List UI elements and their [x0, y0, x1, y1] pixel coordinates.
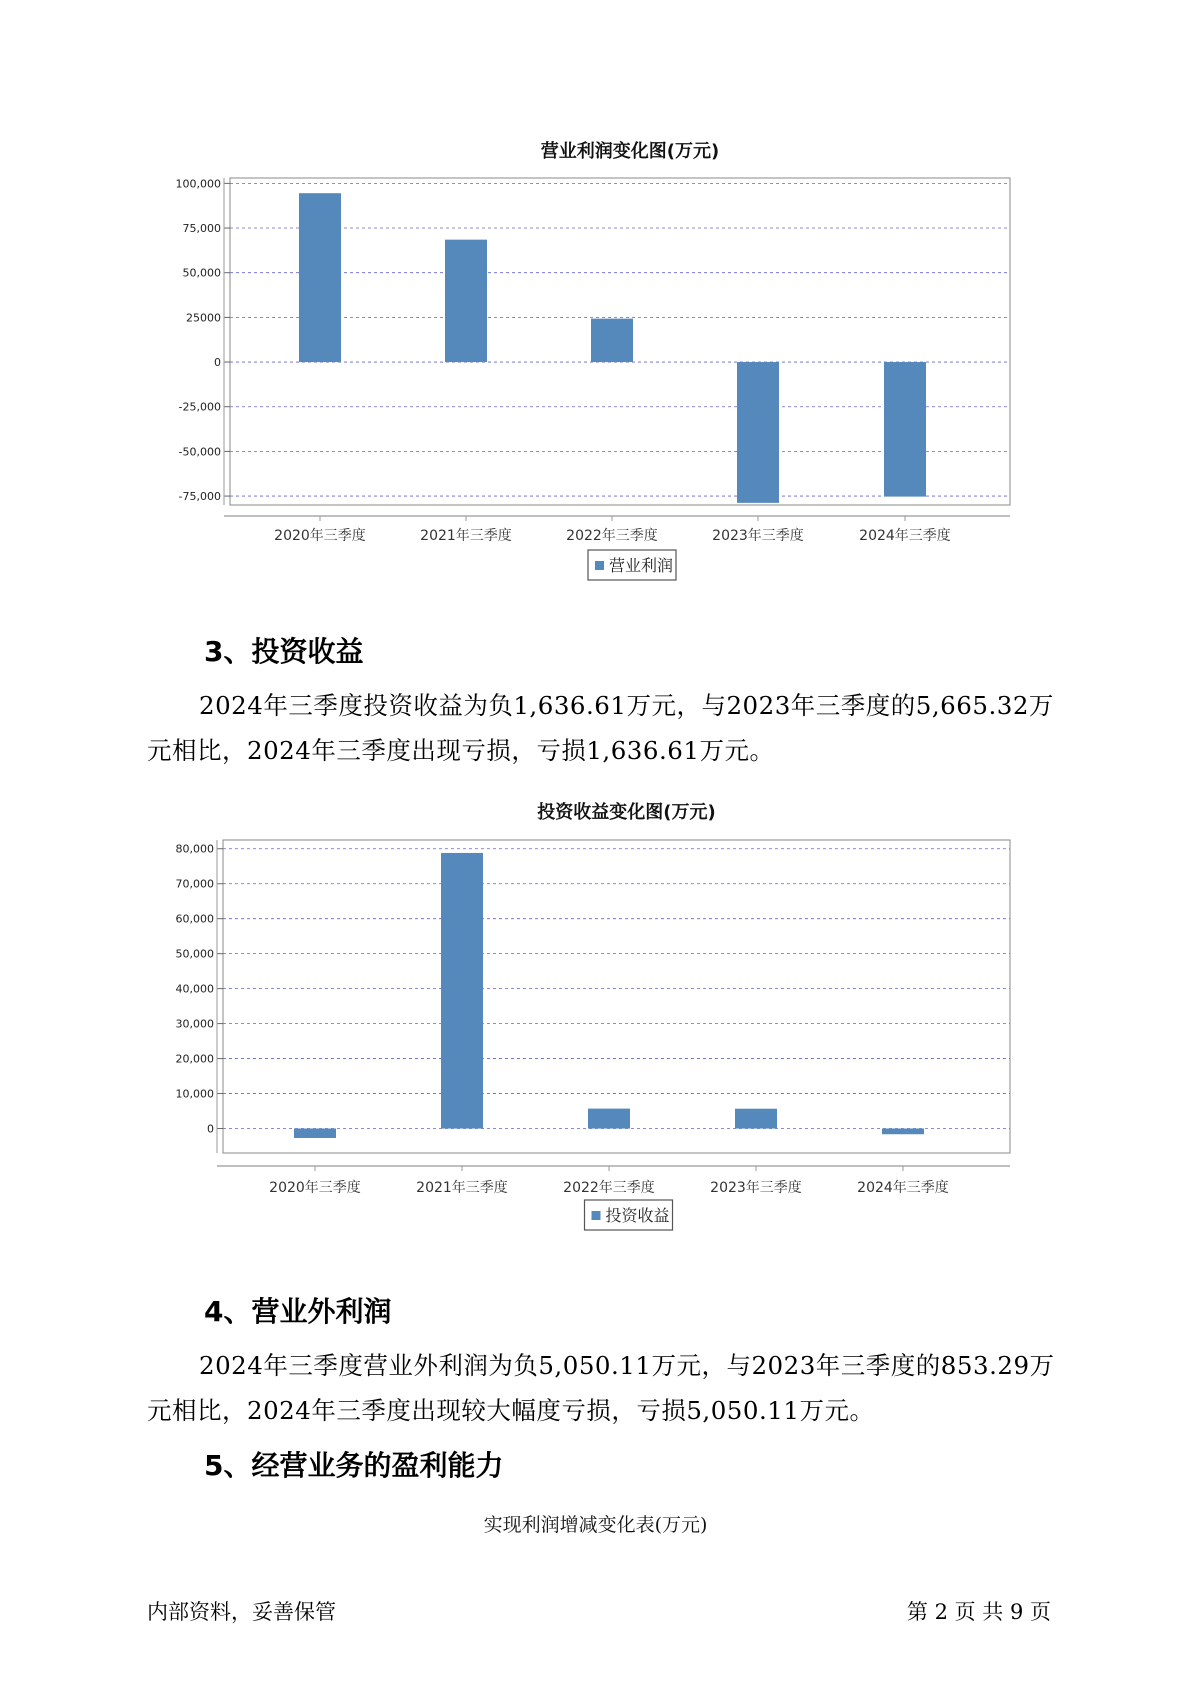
y-tick-label: 0 [207, 1122, 214, 1136]
x-category-label: 2024年三季度 [857, 1180, 949, 1196]
x-category-label: 2022年三季度 [563, 1180, 655, 1196]
x-category-label: 2020年三季度 [274, 528, 366, 544]
bar [299, 193, 341, 362]
x-category-label: 2023年三季度 [712, 528, 804, 544]
legend-swatch [592, 1211, 601, 1220]
bar [445, 240, 487, 362]
bar [884, 362, 926, 497]
y-tick-label: 75,000 [182, 222, 221, 236]
x-category-label: 2024年三季度 [859, 528, 951, 544]
y-tick-label: -25,000 [178, 400, 221, 414]
legend-swatch [595, 561, 604, 570]
legend [588, 550, 676, 580]
y-tick-label: 80,000 [175, 842, 214, 856]
x-category-label: 2021年三季度 [416, 1180, 508, 1196]
operating-profit-chart [150, 130, 1030, 590]
operating-profit-chart-svg [150, 130, 1030, 590]
investment-income-paragraph: 2024年三季度投资收益为负1,636.61万元，与2023年三季度的5,665.32万元相比，2024年三季度出现亏损，亏损1,636.61万元。 [147, 691, 1054, 765]
y-tick-label: 40,000 [175, 982, 214, 996]
y-tick-label: 0 [214, 356, 221, 370]
investment-income-chart [150, 800, 1030, 1260]
section-heading-business-profitability: 5、经营业务的盈利能力 [204, 1449, 504, 1482]
bar [882, 1129, 924, 1135]
y-tick-label: 30,000 [175, 1017, 214, 1031]
investment-income-chart-svg [150, 800, 1030, 1260]
y-tick-label: 10,000 [175, 1087, 214, 1101]
legend-label: 营业利润 [609, 556, 674, 575]
x-category-label: 2021年三季度 [420, 528, 512, 544]
bar [735, 1109, 777, 1129]
section-heading-investment-income: 3、投资收益 [204, 635, 364, 668]
chart-title: 营业利润变化图(万元) [540, 141, 720, 162]
bar [588, 1109, 630, 1129]
x-category-label: 2020年三季度 [269, 1180, 361, 1196]
x-category-label: 2023年三季度 [710, 1180, 802, 1196]
footer-confidential-note: 内部资料，妥善保管 [147, 1600, 336, 1624]
section-heading-non-operating-profit: 4、营业外利润 [204, 1295, 392, 1328]
x-category-label: 2022年三季度 [566, 528, 658, 544]
table-caption: 实现利润增减变化表(万元) [483, 1514, 708, 1536]
chart-title: 投资收益变化图(万元) [537, 802, 716, 823]
y-tick-label: 70,000 [175, 877, 214, 891]
footer-page-number: 第 2 页 共 9 页 [906, 1600, 1051, 1624]
y-tick-label: 20,000 [175, 1052, 214, 1066]
y-tick-label: 100,000 [175, 177, 221, 191]
bar [591, 319, 633, 362]
plot-area [223, 840, 1010, 1153]
y-tick-label: 50,000 [182, 266, 221, 280]
legend [585, 1200, 673, 1230]
bar [294, 1129, 336, 1138]
y-tick-label: 60,000 [175, 912, 214, 926]
legend-label: 投资收益 [605, 1206, 670, 1225]
bar [441, 853, 483, 1129]
non-operating-profit-paragraph: 2024年三季度营业外利润为负5,050.11万元，与2023年三季度的853.29万元相比，2024年三季度出现较大幅度亏损，亏损5,050.11万元。 [147, 1351, 1055, 1425]
y-tick-label: 25000 [186, 311, 221, 325]
bar [737, 362, 779, 503]
y-tick-label: -75,000 [178, 490, 221, 504]
y-tick-label: 50,000 [175, 947, 214, 961]
y-tick-label: -50,000 [178, 445, 221, 459]
